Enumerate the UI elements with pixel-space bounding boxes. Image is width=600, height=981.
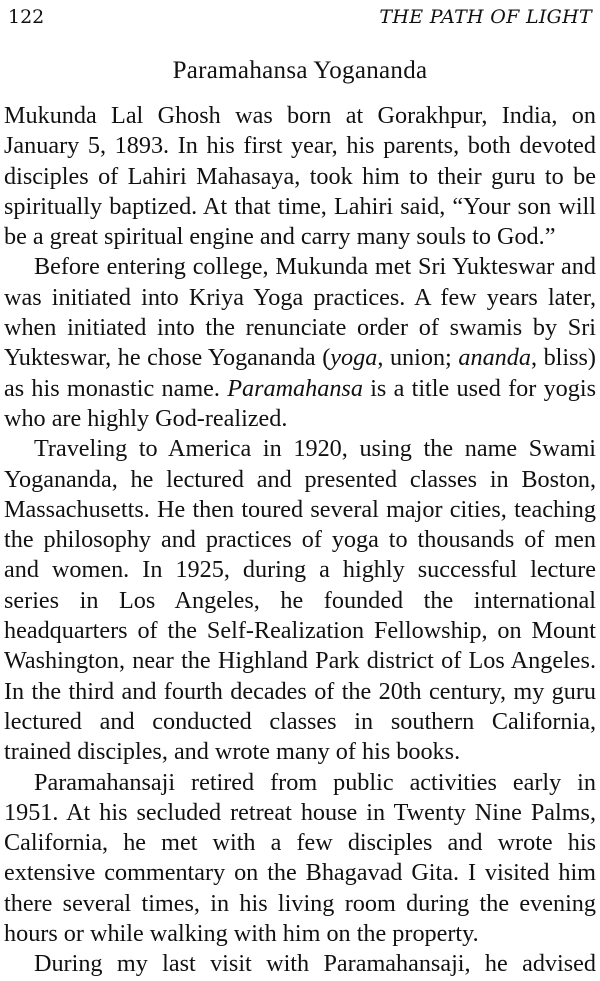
paragraph-initiation-text-1: Before entering college, Mukunda met Sri Yukteswar and was initiated into Kriya Yoga practices. A few years later, when initiated into the renunciate order of swamis by Sri Yukteswar, he chose Yogananda ( — [4, 253, 596, 372]
paragraph-initiation — [4, 252, 596, 434]
term-ananda: ananda — [458, 344, 531, 372]
term-paramahansa: Paramahansa — [227, 374, 363, 402]
page-number: 122 — [8, 6, 45, 28]
paragraph-birth: Mukunda Lal Ghosh was born at Gorakhpur, India, on January 5, 1893. In his first year, his parents, both devoted disciples of Lahiri Mahasaya, took him to their guru to be spiritually baptized. At that time, Lahiri said, “Your son will be a great spiritual engine and carry many souls to God.” — [4, 102, 596, 251]
paragraph-initiation-text-3: , bliss) as his monastic name. — [4, 344, 596, 402]
term-yoga: yoga — [330, 344, 378, 372]
paragraph-initiation-text-2: , union; — [377, 344, 459, 372]
paragraph-last-visit: During my last visit with Paramahansaji, he advised — [34, 950, 596, 978]
running-header — [4, 0, 596, 30]
paragraph-initiation-text-4: is a title used for yogis who are highly God-realized. — [4, 374, 596, 432]
paragraph-america: Traveling to America in 1920, using the name Swami Yogananda, he lectured and presented classes in Boston, Massachusetts. He then toured several major cities, teaching the philosophy and practices of yoga to thousands of men and women. In 1925, during a highly successful lecture series in Los Angeles, he founded the international headquarters of the Self-Realization Fellowship, on Mount Washington, near the Highland Park district of Los Angeles. In the third and fourth decades of the 20th century, my guru lectured and conducted classes in southern California, trained disciples, and wrote many of his books. — [4, 435, 596, 766]
body-text — [4, 101, 596, 980]
paragraph-retirement: Paramahansaji retired from public activities early in 1951. At his secluded retreat house in Twenty Nine Palms, California, he met with a few disciples and wrote his extensive commentary on the Bhagavad Gita. I visited him there several times, in his living room during the evening hours or while walking with him on the property. — [4, 768, 596, 948]
running-title: THE PATH OF LIGHT — [379, 6, 592, 28]
section-heading: Paramahansa Yogananda — [172, 57, 428, 84]
